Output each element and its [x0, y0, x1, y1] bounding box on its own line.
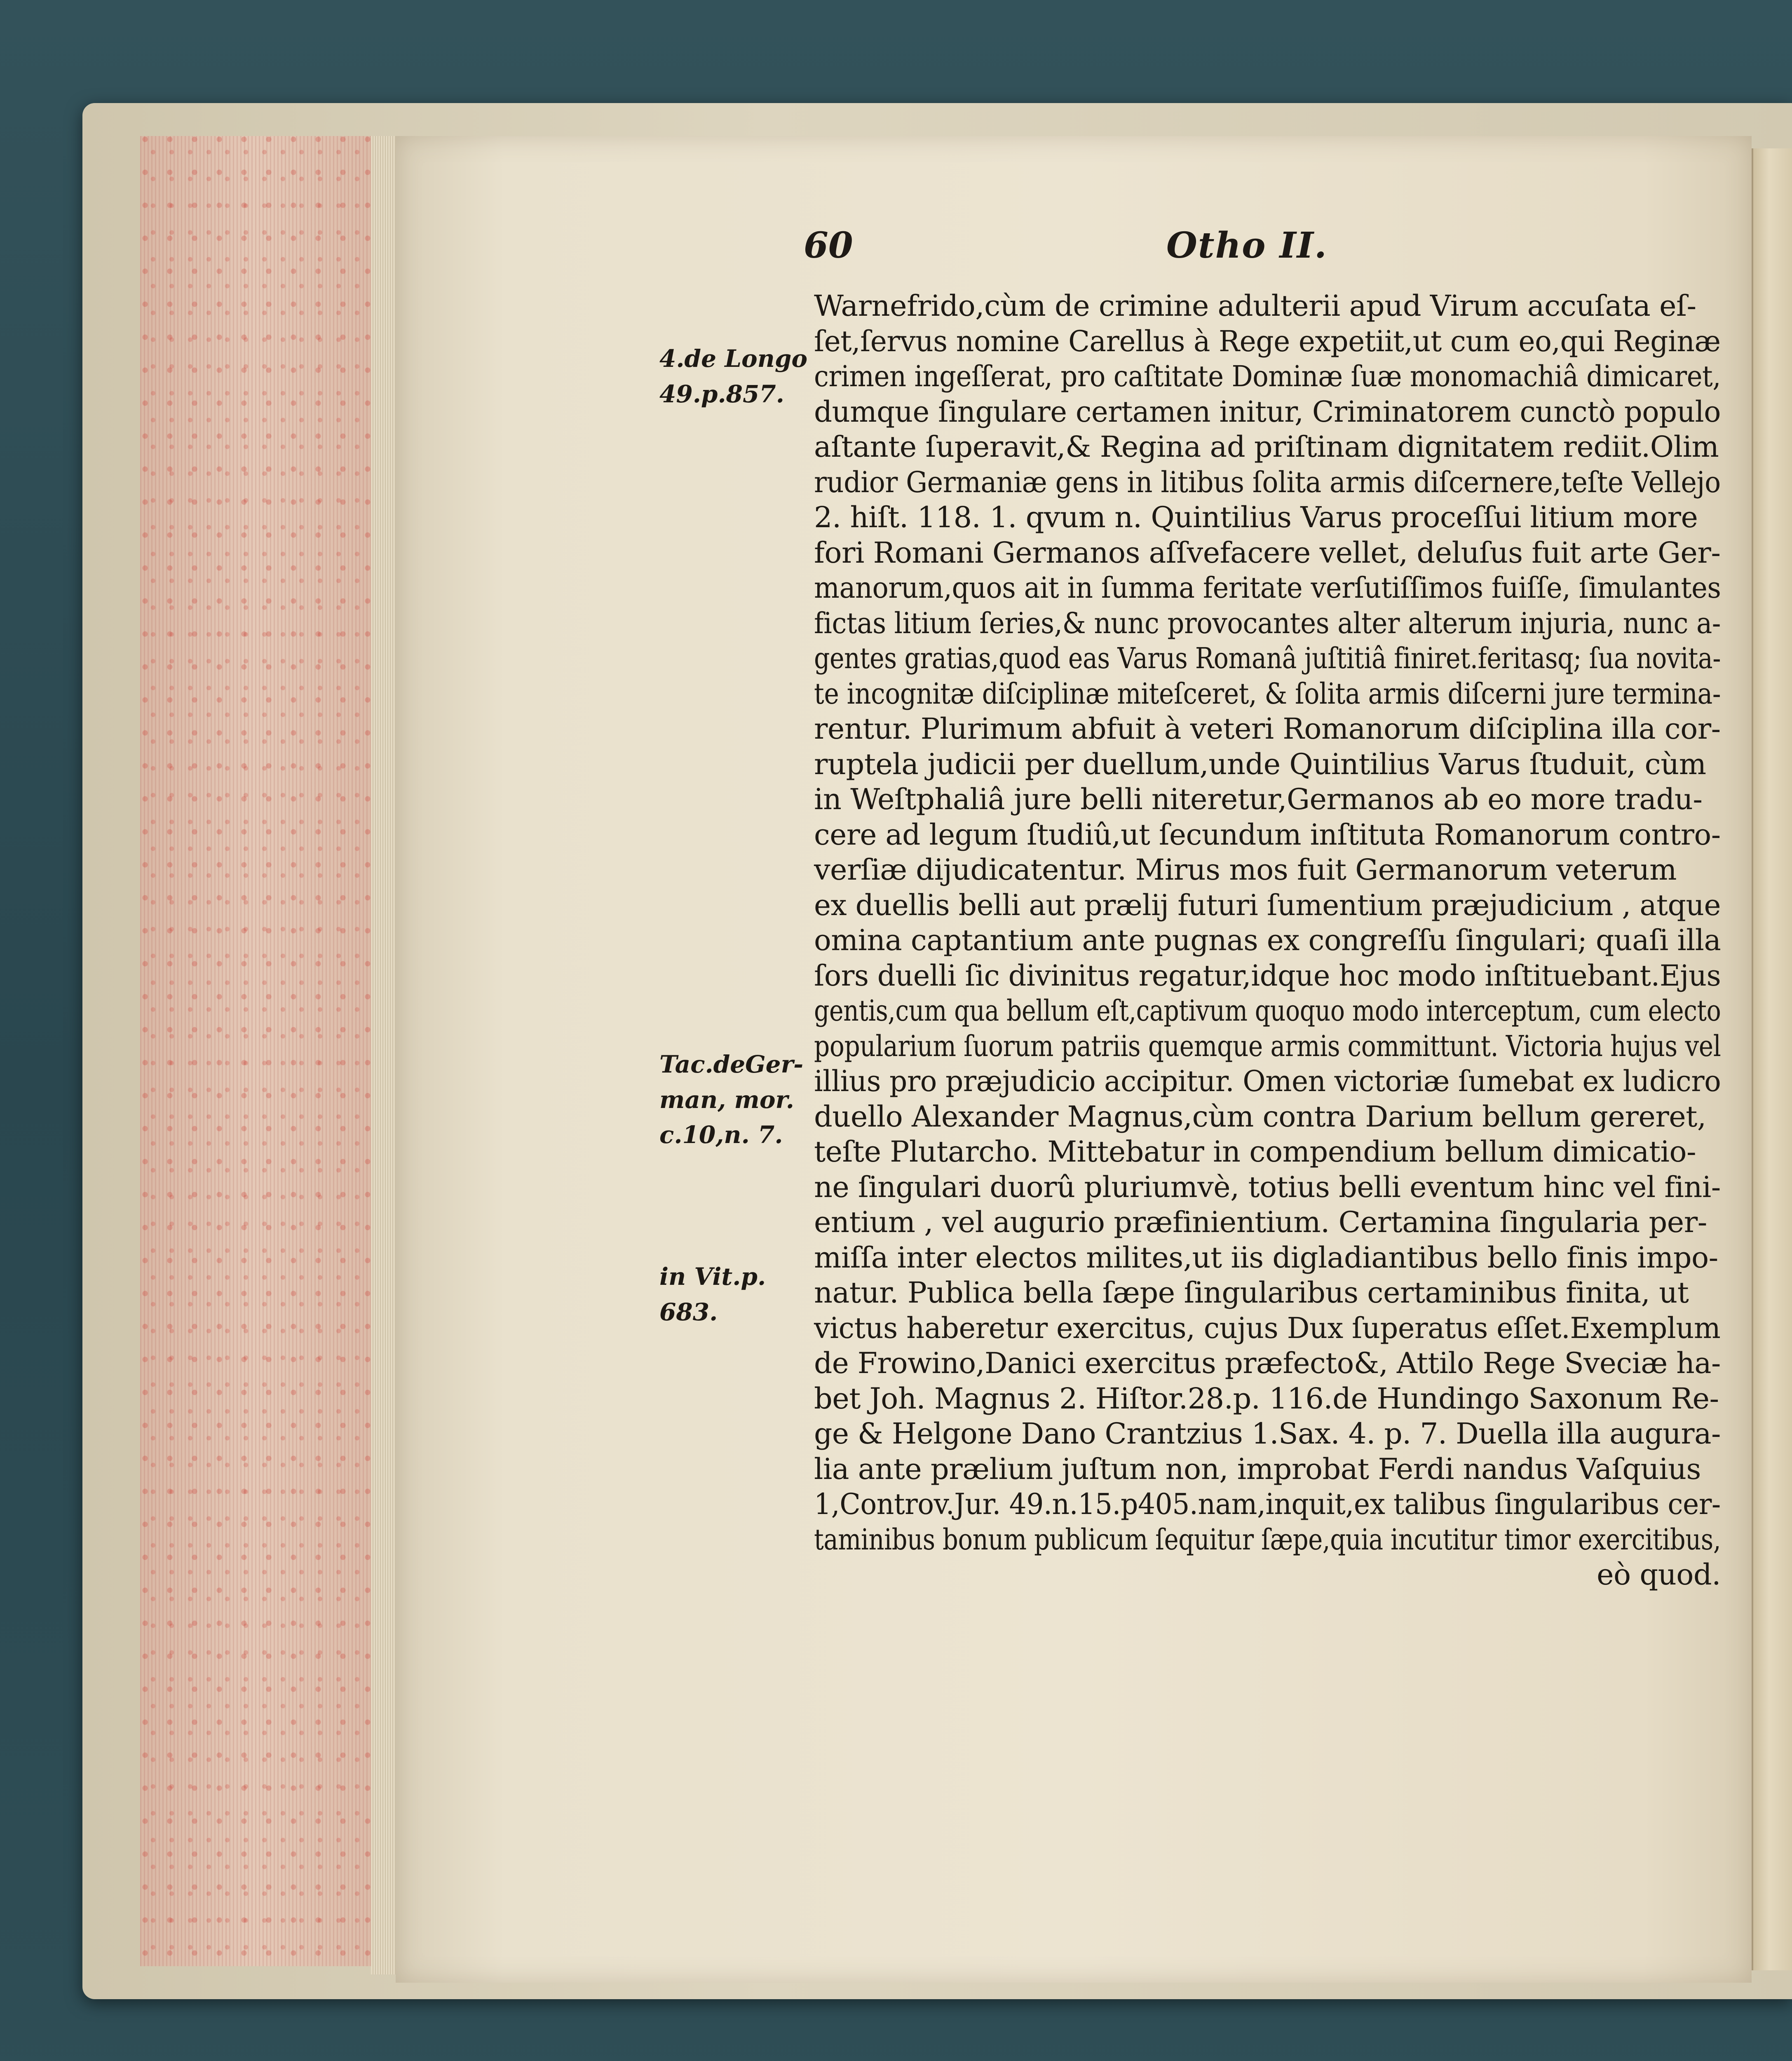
text-line: taminibus bonum publicum ſequitur ſæpe,quia incutitur timor exercitibus,: [814, 1522, 1721, 1556]
running-title: Otho II.: [1166, 225, 1328, 266]
body-text: [814, 289, 1721, 1593]
text-line: fori Romani Germanos aſſvefacere vellet, deluſus fuit arte Ger-: [814, 535, 1721, 570]
text-line: rudior Germaniæ gens in litibus ſolita armis diſcernere,teſte Vellejo: [814, 465, 1721, 499]
text-line: manorum,quos ait in ſumma feritate verſutiſſimos fuiſſe, ſimulantes: [814, 571, 1721, 605]
marginal-note: [659, 1259, 816, 1330]
text-line: eò quod.: [1597, 1558, 1721, 1592]
text-line: Warnefrido,cùm de crimine adulterii apud Virum accuſata eſ-: [814, 289, 1696, 323]
text-line: ruptela judicii per duellum,unde Quintilius Varus ſtuduit, cùm: [814, 747, 1706, 781]
marginal-note-line: 683.: [659, 1298, 718, 1326]
marginal-note-line: Tac.deGer-: [659, 1050, 804, 1078]
text-line: lia ante prælium juſtum non, improbat Ferdi nandus Vaſquius: [814, 1452, 1701, 1486]
text-line: fictas litium ſeries,& nunc provocantes alter alterum injuria, nunc a-: [814, 606, 1721, 640]
text-line: aſtante ſuperavit,& Regina ad priſtinam dignitatem rediit.Olim: [814, 430, 1719, 464]
page-number: 60: [804, 225, 853, 266]
text-line: in Weſtphaliâ jure belli niteretur,Germanos ab eo more tradu-: [814, 782, 1703, 816]
text-line: 2. hiſt. 118. 1. qvum n. Quintilius Varus proceſſui litium more: [814, 500, 1698, 534]
marginal-note: [659, 341, 816, 412]
book-fore-edge: [140, 136, 373, 1966]
running-head: [804, 225, 1381, 274]
text-line: teſte Plutarcho. Mittebatur in compendium bellum dimicatio-: [814, 1135, 1696, 1169]
marginal-note-line: 4.de Longo: [659, 345, 808, 373]
text-line: miſſa inter electos milites,ut iis digladiantibus bello finis impo-: [814, 1240, 1718, 1275]
marginal-note: [659, 1047, 816, 1153]
marginal-note-line: in Vit.p.: [659, 1263, 766, 1291]
text-line: bet Joh. Magnus 2. Hiſtor.28.p. 116.de Hundingo Saxonum Re-: [814, 1381, 1719, 1415]
text-line: entium , vel augurio præfinientium. Certamina ſingularia per-: [814, 1205, 1707, 1239]
text-line: duello Alexander Magnus,cùm contra Darium bellum gereret,: [814, 1099, 1706, 1134]
text-line: dumque ſingulare certamen initur, Criminatorem cunctò populo: [814, 394, 1721, 429]
text-line: illius pro præjudicio accipitur. Omen victoriæ ſumebat ex ludicro: [814, 1064, 1721, 1098]
text-line: rentur. Plurimum abfuit à veteri Romanorum diſciplina illa cor-: [814, 712, 1721, 746]
marginal-note-line: c.10,n. 7.: [659, 1121, 783, 1149]
text-line: te incognitæ diſciplinæ miteſceret, & ſolita armis diſcerni jure termina-: [814, 676, 1721, 711]
text-line: de Frowino,Danici exercitus præfecto&, Attilo Rege Sveciæ ha-: [814, 1346, 1721, 1380]
text-line: ſors duelli ſic divinitus regatur,idque hoc modo inſtituebant.Ejus: [814, 958, 1721, 993]
text-line: verſiæ dijudicatentur. Mirus mos fuit Germanorum veterum: [814, 853, 1677, 887]
text-line: omina captantium ante pugnas ex congreſſu ſingulari; quaſi illa: [814, 923, 1721, 957]
text-line: ſet,ſervus nomine Carellus à Rege expetiit,ut cum eo,qui Reginæ: [814, 324, 1721, 358]
text-line: ne ſingulari duorû pluriumvè, totius belli eventum hinc vel fini-: [814, 1170, 1721, 1204]
marginal-note-line: man, mor.: [659, 1085, 794, 1114]
text-line: ex duellis belli aut prælij futuri ſumentium præjudicium , atque: [814, 888, 1721, 922]
page-stack: [371, 136, 396, 1974]
text-line: victus haberetur exercitus, cujus Dux ſuperatus eſſet.Exemplum: [814, 1311, 1721, 1345]
marginal-note-line: 49.p.857.: [659, 380, 784, 408]
text-line: popularium ſuorum patriis quemque armis committunt. Victoria hujus vel: [814, 1029, 1721, 1063]
text-line: 1,Controv.Jur. 49.n.15.p405.nam,inquit,ex talibus ſingularibus cer-: [814, 1487, 1721, 1521]
text-line: natur. Publica bella ſæpe ſingularibus certaminibus finita, ut: [814, 1276, 1689, 1310]
text-line: ge & Helgone Dano Crantzius 1.Sax. 4. p. 7. Duella illa augura-: [814, 1417, 1721, 1451]
text-line: crimen ingeſſerat, pro caſtitate Dominæ ſuæ monomachiâ dimicaret,: [814, 359, 1721, 393]
text-line: gentes gratias,quod eas Varus Romanâ juſtitiâ finiret.feritasq; ſua novita-: [814, 641, 1721, 675]
text-line: gentis,cum qua bellum eſt,captivum quoquo modo interceptum, cum electo: [814, 994, 1721, 1028]
facing-page-edge: [1752, 148, 1792, 1970]
text-line: cere ad legum ſtudiû,ut ſecundum inſtituta Romanorum contro-: [814, 817, 1721, 852]
